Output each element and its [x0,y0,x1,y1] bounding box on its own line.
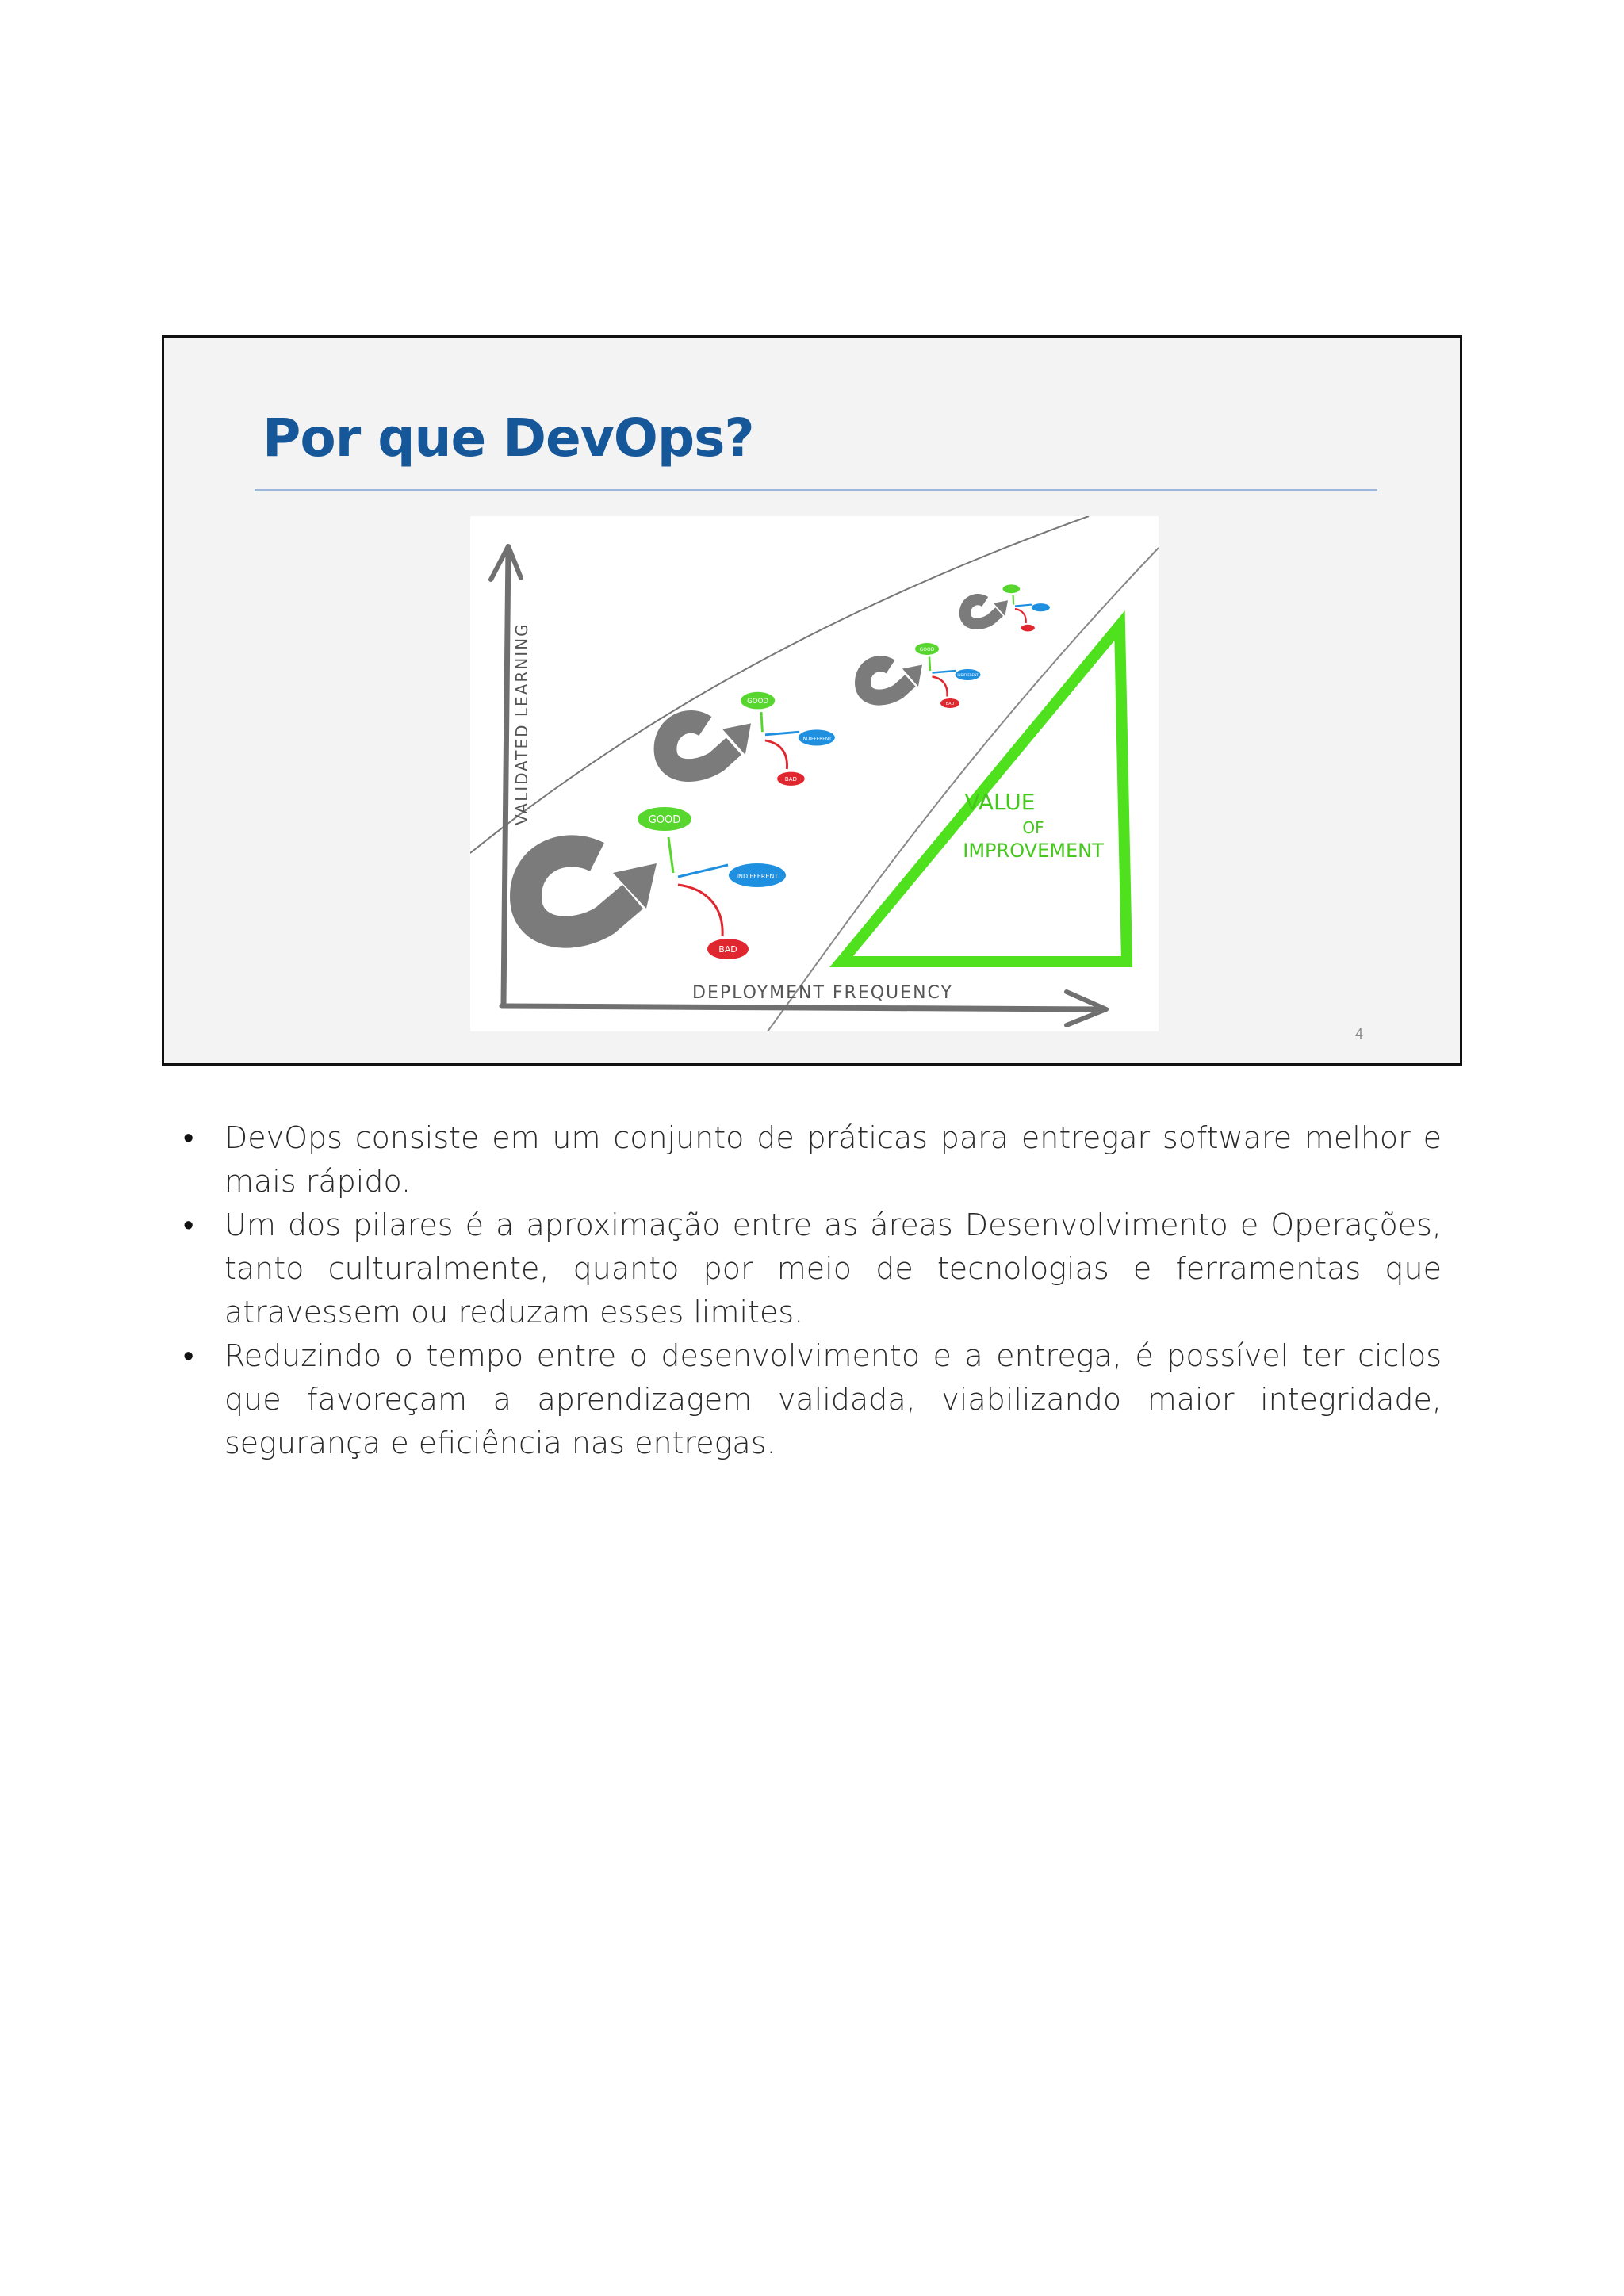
bullet-marker: • [183,1338,194,1373]
devops-learning-figure [470,516,1159,1031]
cycle-group-1 [526,807,786,959]
x-axis [502,1006,1105,1009]
good-label-2: GOOD [747,698,769,706]
x-axis-label: DEPLOYMENT FREQUENCY [692,983,953,1003]
good-arrow-3 [929,657,930,672]
bullet-item [174,1116,1442,1203]
indiff-arrow-4 [1015,605,1032,607]
indifferent-label-2: INDIFFERENT [801,737,832,742]
bullet-text: Um dos pilares é a aproximação entre as áreas Desenvolvimento e Operações, tanto culturalmente, quanto por meio de tecnologias e ferramentas que atravessem ou reduzam esses limites. [224,1207,1442,1330]
triangle-label-improvement: IMPROVEMENT [963,840,1104,862]
cycle-group-3 [863,643,981,708]
bullet-marker: • [183,1207,194,1242]
bad-arrow-4 [1015,609,1026,623]
cycle-group-2 [665,692,835,786]
slide-title: Por que DevOps? [262,408,754,469]
bullet-text: DevOps consiste em um conjunto de práticas para entregar software melhor e mais rápido. [224,1120,1442,1199]
indiff-arrow-1 [678,865,728,877]
good-label-1: GOOD [648,814,681,826]
triangle-label-of: OF [1022,818,1044,837]
bad-arrow-1 [678,885,722,936]
cycle-group-4 [965,584,1050,631]
indiff-arrow-2 [765,732,799,735]
figure-drawing [470,516,1159,1031]
good-label-3: GOOD [919,647,935,652]
indifferent-badge-4 [1032,603,1050,611]
bullet-list [174,1116,1442,1465]
slide [162,335,1462,1066]
bullet-item [174,1334,1442,1465]
title-divider [255,489,1377,491]
bad-arrow-3 [933,677,948,697]
slide-page-number: 4 [1354,1026,1363,1042]
bad-badge-4 [1021,625,1035,632]
good-badge-4 [1003,584,1021,593]
y-axis-label: VALIDATED LEARNING [512,622,531,825]
bad-arrow-2 [765,740,787,769]
bullet-marker: • [183,1120,194,1155]
bad-label-1: BAD [718,944,737,955]
cycle-arrow-1 [526,851,633,932]
bullet-item [174,1203,1442,1334]
good-arrow-2 [761,712,762,732]
triangle-label-value: VALUE [964,789,1036,815]
indifferent-label-1: INDIFFERENT [736,873,779,880]
indiff-arrow-3 [933,671,956,673]
good-arrow-1 [668,837,673,873]
y-axis [504,548,508,1004]
bad-label-2: BAD [784,775,798,783]
indifferent-label-3: INDIFFERENT [957,673,979,677]
bullet-text: Reduzindo o tempo entre o desenvolvimento e a entrega, é possível ter ciclos que favoreçam a aprendizagem validada, viabilizando maior integridade, segurança e eficiência nas entregas. [224,1338,1442,1460]
bad-label-3: BAD [945,702,955,706]
